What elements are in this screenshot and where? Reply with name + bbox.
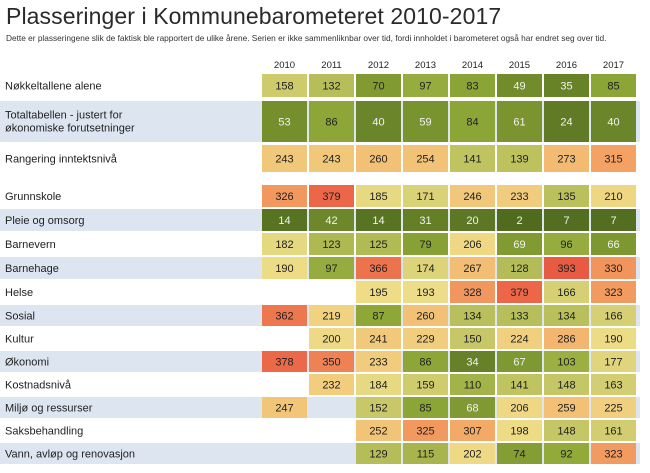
cell-value: 83 [466,80,479,93]
cell-value: 202 [463,448,482,461]
cell-value: 254 [416,153,435,166]
cell-value: 195 [369,287,388,299]
cell-value: 247 [275,402,294,415]
cell-value: 7 [610,215,617,227]
cell-value: 125 [369,239,388,251]
column-header-2016: 2016 [555,60,578,71]
cell-value: 40 [607,116,620,129]
cell-value: 206 [510,402,529,415]
row-label: Økonomi [5,356,50,369]
row-label: Helse [5,287,34,299]
row-label: Nøkkeltallene alene [5,80,102,93]
cell-value: 96 [560,239,573,251]
cell-value: 393 [557,263,576,275]
cell-value: 97 [325,263,338,275]
row-label: Pleie og omsorg [5,215,85,227]
cell-value: 174 [416,263,435,275]
cell-value: 307 [463,425,482,438]
chart-subtitle: Dette er plasseringene slik de faktisk ble rapportert de ulike årene. Serien er ikke sammenliknbar over tid, fordi innholdet i barometeret også har endret seg over tid. [6,33,607,43]
cell-value: 128 [510,263,529,275]
cell-value: 260 [369,153,388,166]
cell-value: 129 [369,448,388,461]
cell-value: 210 [604,191,623,203]
cell-value: 68 [466,402,479,415]
cell-value: 34 [466,356,479,369]
cell-value: 86 [325,116,338,129]
cell-value: 87 [372,310,385,323]
cell-value: 362 [275,310,294,323]
row-label: Miljø og ressurser [5,402,93,415]
column-header-2014: 2014 [461,60,484,71]
cell-value: 14 [372,215,385,227]
cell-value: 2 [516,215,523,227]
cell-value: 219 [322,310,341,323]
cell-value: 252 [369,425,388,438]
cell-value: 132 [322,80,341,93]
row-label: Kultur [5,333,34,346]
cell-value: 59 [419,116,432,129]
cell-value: 286 [557,333,576,346]
cell-value: 190 [275,263,294,275]
cell-value: 378 [275,356,294,369]
cell-value: 177 [604,356,623,369]
cell-value: 243 [275,153,294,166]
cell-value: 40 [372,116,385,129]
cell-value: 133 [510,310,529,323]
cell-value: 135 [557,191,576,203]
cell-value: 161 [604,425,623,438]
cell-value: 35 [560,80,573,93]
cell-value: 200 [322,333,341,346]
cell-value: 152 [369,402,388,415]
cell-value: 323 [604,287,623,299]
cell-value: 328 [463,287,482,299]
cell-value: 232 [322,379,341,392]
row-label: Barnevern [5,239,56,251]
cell-value: 134 [463,310,482,323]
cell-value: 260 [416,310,435,323]
cell-value: 69 [513,239,526,251]
cell-value: 166 [604,310,623,323]
cell-value: 110 [463,379,482,392]
cell-value: 225 [604,402,623,415]
cell-value: 61 [513,116,526,129]
column-header-2017: 2017 [602,60,625,71]
cell-value: 326 [275,191,294,203]
cell-value: 184 [369,379,388,392]
cell-value: 20 [466,215,479,227]
cell-value: 79 [419,239,432,251]
cell-value: 229 [416,333,435,346]
cell-value: 315 [604,153,623,166]
cell-value: 31 [419,215,432,227]
cell-value: 241 [369,333,388,346]
cell-value: 24 [560,116,573,129]
cell-value: 330 [604,263,623,275]
chart-title: Plasseringer i Kommunebarometeret 2010-2017 [6,3,502,29]
cell-value: 366 [369,263,388,275]
cell-value: 74 [513,448,526,461]
cell-value: 14 [278,215,291,227]
cell-value: 379 [322,191,341,203]
cell-value: 379 [510,287,529,299]
row-label: Totaltabellen - justert for økonomiske forutsetninger [5,109,135,135]
cell-value: 190 [604,333,623,346]
cell-value: 148 [557,425,576,438]
row-label: Saksbehandling [5,425,84,438]
cell-value: 273 [557,153,576,166]
cell-value: 70 [372,80,385,93]
cell-value: 198 [510,425,529,438]
cell-value: 224 [510,333,529,346]
column-header-2010: 2010 [273,60,296,71]
cell-value: 246 [463,191,482,203]
cell-value: 97 [419,80,432,93]
cell-value: 350 [322,356,341,369]
cell-value: 233 [510,191,529,203]
cell-value: 42 [325,215,338,227]
cell-value: 67 [513,356,526,369]
cell-value: 141 [510,379,529,392]
cell-value: 182 [275,239,294,251]
cell-value: 7 [563,215,570,227]
cell-value: 85 [419,402,432,415]
cell-value: 159 [416,379,435,392]
cell-value: 166 [557,287,576,299]
row-label: Vann, avløp og renovasjon [5,448,136,461]
cell-value: 148 [557,379,576,392]
row-label: Rangering inntektsnivå [5,153,117,166]
row-label: Grunnskole [5,191,62,203]
cell-value: 85 [607,80,620,93]
column-header-2011: 2011 [321,60,342,71]
cell-value: 193 [416,287,435,299]
cell-value: 139 [510,153,529,166]
cell-value: 259 [557,402,576,415]
cell-value: 134 [557,310,576,323]
cell-value: 86 [419,356,432,369]
cell-value: 92 [560,448,573,461]
row-label: Sosial [5,310,35,323]
cell-value: 49 [513,80,526,93]
cell-value: 141 [463,153,482,166]
column-header-2012: 2012 [367,60,390,71]
row-label: Kostnadsnivå [5,379,72,392]
cell-value: 84 [466,116,479,129]
cell-value: 233 [369,356,388,369]
cell-value: 325 [416,425,435,438]
cell-value: 206 [463,239,482,251]
cell-value: 123 [322,239,341,251]
cell-value: 115 [416,448,435,461]
cell-value: 53 [278,116,291,129]
cell-value: 103 [557,356,576,369]
cell-value: 158 [275,80,294,93]
cell-value: 243 [322,153,341,166]
cell-value: 163 [604,379,623,392]
cell-value: 267 [463,263,482,275]
cell-value: 323 [604,448,623,461]
column-header-2015: 2015 [508,60,531,71]
column-header-2013: 2013 [414,60,437,71]
row-label: Barnehage [5,263,59,275]
cell-value: 150 [463,333,482,346]
cell-value: 171 [416,191,435,203]
cell-value: 66 [607,239,620,251]
cell-value: 185 [369,191,388,203]
